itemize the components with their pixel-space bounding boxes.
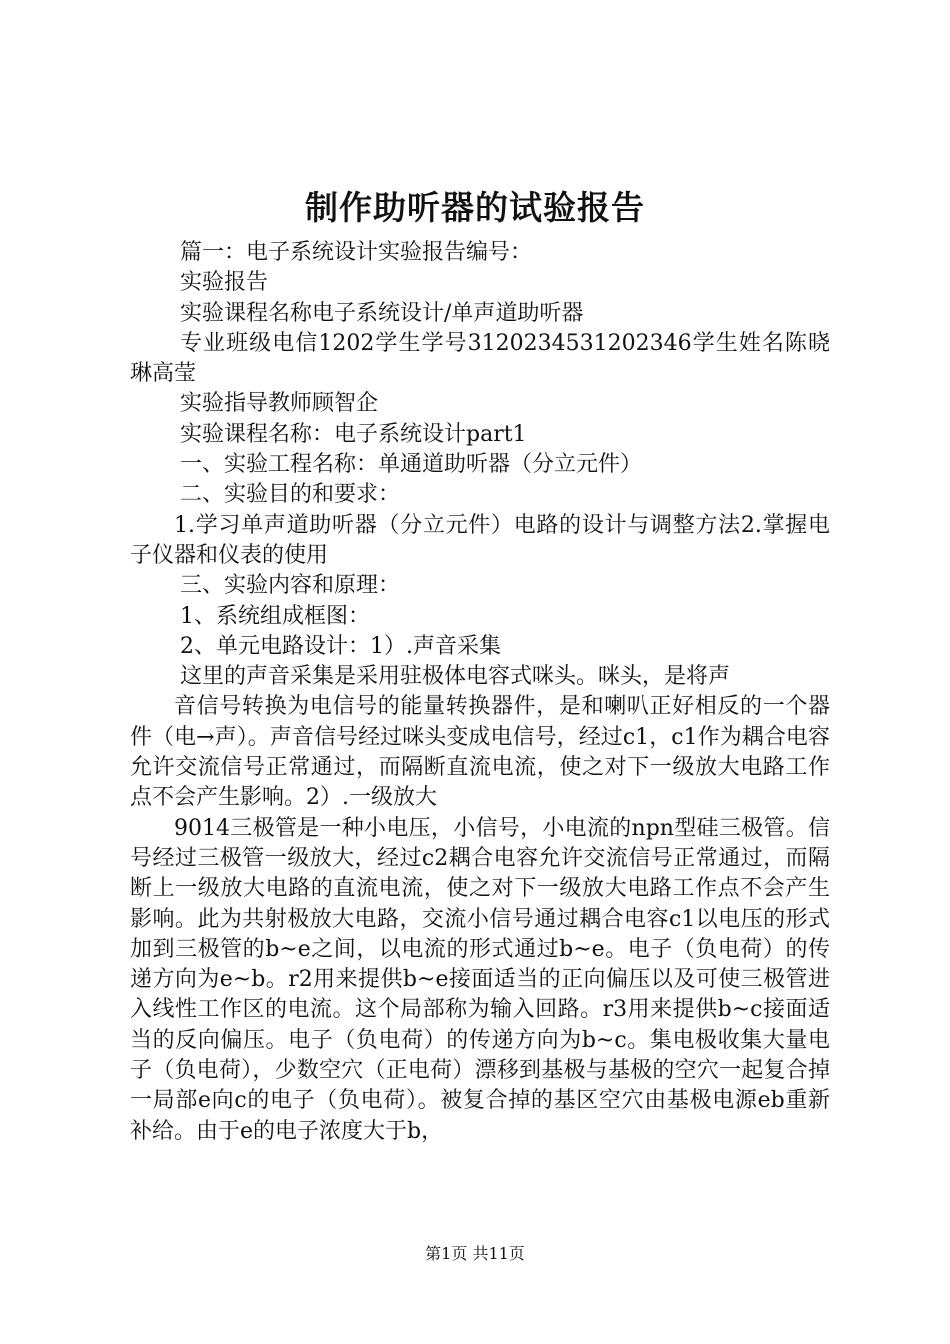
- paragraph: 篇一：电子系统设计实验报告编号：: [180, 240, 533, 265]
- paragraph: 音信号转换为电信号的能量转换器件，是和喇叭正好相反的一个器件（电→声）。声音信号经过咪头变成电信号，经过c1，c1作为耦合电容允许交流信号正常通过，而隔断直流电流，使之对下一级放大电路工作点不会产生影响。2）.一级放大: [130, 694, 830, 811]
- document-body: [130, 238, 830, 1147]
- paragraph: 实验报告: [180, 270, 269, 296]
- paragraph: 9014三极管是一种小电压，小信号，小电流的npn型硅三极管。信号经过三极管一级放大，经过c2耦合电容允许交流信号正常通过，而隔断上一级放大电路的直流电流，使之对下一级放大电路工作点不会产生影响。此为共射极放大电路，交流小信号通过耦合电容c1以电压的形式加到三极管的b~e之间，以电流的形式通过b~e。电子（负电荷）的传递方向为e~b。r2用来提供b~e接面适当的正向偏压以及可使三极管进入线性工作区的电流。这个局部称为输入回路。r3用来提供b~c接面适当的反向偏压。电子（负电荷）的传递方向为b~c。集电极收集大量电子（负电荷），少数空穴（正电荷）漂移到基极与基极的空穴一起复合掉一局部e向c的电子（负电荷）。被复合掉的基区空穴由基极电源eb重新补给。由于e的电子浓度大于b，: [130, 815, 830, 1144]
- paragraph: 二、实验目的和要求：: [180, 482, 401, 508]
- paragraph: 这里的声音采集是采用驻极体电容式咪头。咪头，是将声: [180, 664, 731, 690]
- paragraph: 实验课程名称电子系统设计/单声道助听器: [180, 300, 584, 326]
- paragraph: 三、实验内容和原理：: [180, 573, 401, 599]
- paragraph: 1、系统组成框图：: [180, 603, 370, 629]
- page-number: 第1页 共11页: [425, 1244, 525, 1263]
- paragraph: 1.学习单声道助听器（分立元件）电路的设计与调整方法2.掌握电子仪器和仪表的使用: [130, 512, 830, 568]
- document-title: 制作助听器的试验报告: [305, 188, 645, 227]
- paragraph: 专业班级电信1202学生学号3120234531202346学生姓名陈晓琳高莹: [130, 330, 830, 387]
- paragraph: 2、单元电路设计：1）.声音采集: [180, 633, 501, 659]
- paragraph: 实验指导教师顾智企: [180, 391, 379, 417]
- paragraph: 实验课程名称：电子系统设计part1: [180, 421, 527, 447]
- paragraph: 一、实验工程名称：单通道助听器（分立元件）: [180, 452, 643, 478]
